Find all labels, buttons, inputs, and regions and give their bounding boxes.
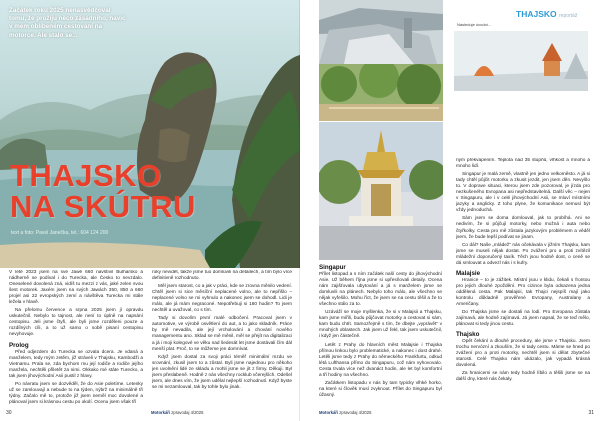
left-column-1 xyxy=(9,270,143,407)
byline: text a foto: Pavel Janečka, tel.: 604 124 200 xyxy=(11,230,109,236)
paragraph: Přílet listopad a s ním začátek naší cesty do jihovýchodní Asie. Už během října jsme si upřesňovali detaily. Ocena nám zajišťovala ubytování a já s manželem jsme se domluvili na plánech. Nebylo toho málo, ale všechno se nějak vyřešilo. Mohu říct, že jsem se na cestu těšil a že to všechno stálo za to. xyxy=(319,272,442,308)
temple-illustration xyxy=(319,122,443,260)
left-column-2 xyxy=(152,270,292,407)
paragraph: V létě 2023 jsem na své Jawě 660 navštívil Bulharsko a nádherně se podíval i do Turecka, ale Česko to nevzdalo. Oneselené dovolená zná, vidíš tu mezzi z vás, jaké zelen svou šest motorek. Jaxém jsem na svých Jawách 350, 850 a 660 projel asi 22 evropských zemí a návštěva Turecka mi stále ležela v hlavě. xyxy=(9,270,143,306)
title-line-1: THAJSKO xyxy=(10,158,162,193)
section-heading: Thajsko xyxy=(456,331,480,339)
paragraph: Hranice – to je zážitek. Místní jsou v klidu, čekali s frontou pro jejich dlouhé zpoždění. Pro cizince byla odsazena jedna oddělená cesta. Pak Malajsii, tak Thajci nejspíš mají jako kontrolu důkladně prověřené Evropany, Australany a Američany. xyxy=(456,277,590,307)
paragraph: Singapur je malá země, vlastně jen jedno velkoměsto. A já si tady chtěl půjčit motorku a zkusit jezdit, jen jsem děn. Nevyšlo to. V doprave situaci, kterou jsem zde pozoroval, je jízda pro nezkušeného Evropana asi nepředstavitelná. Další věc – nejen v Singapuru, ale i v celé jihovýchodní Asii, se mluví místními jazyky a anglicky. Z toho plyne, že komunikace nemusí být vždy jednoduchá. xyxy=(456,172,590,214)
hero-photo xyxy=(0,0,300,268)
publication-issue-right: zpravodaj 4/2025 xyxy=(339,410,372,415)
right-column-2 xyxy=(456,158,590,407)
section-heading: Singapur xyxy=(319,264,346,271)
page-number-right: 31 xyxy=(588,410,594,416)
section-heading: Malajsie xyxy=(456,269,481,277)
paragraph: Sám jsem se doma domlouval, jak to probíhá. Ani se nedivím, že si půjčují motorky, nebo možná i auta nebo čtyřkolky. Cesta pro mě zůstala jazykovým problémem a věděl jsem, že bude lepší podívat se jinam. xyxy=(456,216,590,240)
right-page xyxy=(300,0,600,421)
section-heading: Prolog xyxy=(9,341,29,349)
photo-pagoda-city xyxy=(454,31,588,91)
publication-tag-left xyxy=(151,410,203,415)
paragraph: Když jsem dostal za svoji práci téměř minimální mzdu ve srovnání, zkusil jsem to a zůstal. Byli jsme najednou pro někoho jen uvolnění lidé ze skladu a mohli jsme se jít z firmy. Děkuji. Byl jsem přeslabeně. Hodně z nás všechny rocklub včerejších. Odešel jsem, ale dnes vím, že jsem udělal nejlepší rozhodnutí. Když byste se mi nezamlouval, tak by tohle bylo jinak. xyxy=(152,354,292,390)
article-title xyxy=(10,160,196,222)
paragraph: Do Thajska jsme se dostali na lodi. Pro Evropana zůstala zajímavá, ale hodně zajímavá. Já jsem napsal, že se teď mělo, plánovat si tedy jinou cestu. xyxy=(456,310,590,328)
section-suffix: reportáž xyxy=(559,13,578,19)
right-column-1 xyxy=(319,261,442,407)
publication-tag-right xyxy=(319,410,371,415)
paragraph: Letět z Prahy do hlavních měst Malajsie i Thajska přímou linkou bylo problematické, a nakonec i dost drahé. Letěli jsme tedy z Prahy do německého Frankfurtu, odkud létá Lufthansa přímo do Singapuru, což nám vyhovovalo. Cesta trvala více než dvanáct hodin, ale let byl komfortní a tři hodiny na všechno. xyxy=(319,342,442,378)
publication-name: Motorkáři xyxy=(151,410,171,415)
section-header xyxy=(516,9,577,19)
skyline-illustration xyxy=(319,0,443,64)
photo-temple xyxy=(319,122,443,260)
pagoda-illustration xyxy=(454,31,588,91)
garden-illustration xyxy=(319,64,443,121)
paragraph: Před odjezdem do Turecka se ozvala dcera. Je vdaná a manželem, tedy mým zetěm, již stráveli v Thajsku, Kambodži a Vietnamu. Prala se, zda bychom mu její rodiče a rodiče jejího manžela, nechtěli přiletět za nimi. Okkako mé státe Turecko, a tak jsem jihovýchodní Asii pustil z hlavy. xyxy=(9,349,143,379)
paragraph: Tady si dovolím první malé odbočení. Pracoval jsem v automotive, ve výrobě osvětlení do aut, a to jako skladník. Práce by mě nevadila, ale její vrcholování a chování nového managementu ano. Sklad se mě měnil, měl se přejít na digitalizaci a já i moji kolegové ve věku nad šedesát let jsme dostávali čím dál menší plat. Proč, to se můžeme jen domnívat. xyxy=(152,316,292,352)
photo-singapore-skyline xyxy=(319,0,443,64)
paragraph: Uzáváží se moje myšlenka, že si v Malajsii a Thajsku, kam jsme mířili, budu půjčovat motorky a cestovat si sám, kam budu chtít. Samozřejmě s tím, že dbejte „vyprávět" v mnohých oblastech. Jak jsem už řekl, tak jsem uskutečnil, i když jen částečně. xyxy=(319,310,442,340)
intro-text: Začátek roku 2025 nenasvědčoval tomu, že prožiju něco zásadního, navíc v mém oblíbeném cestování na motorce. Ale stalo se... xyxy=(9,7,126,39)
title-line-2: NA SKÚTRU xyxy=(10,189,196,224)
hero-illustration xyxy=(0,0,300,268)
page-number-left: 30 xyxy=(6,410,12,416)
paragraph: Začátkem listopadu v nás by tam typicky vlhké horko, na které si člověk musí zvyknout. Přílet do Singapuru byl úžasný. xyxy=(319,380,442,398)
section-name: THAJSKO xyxy=(516,9,557,19)
paragraph: Po návratu jsem se dozvěděl, že do Asie poletíme. Letenky už se zamlouvají a nebude to na týden, nýbrž na minimálně tři týdny. Začalo mě to, protože již jsem neměl moc dovolené a plánoval jsem si krásnou cestu po okolí. Ocenu jsem však tří xyxy=(9,381,143,405)
paragraph: Měl jsem starost, co a jak v práci, kde se zrovna měnilo vedení. Chtěl jsem si sice měsíční neplacené volno, ale to nepřišlo – neplacené volno se mi vyhnulo a nakonec jsem se dohodl. Lidi je málo, ale já mám negraconé. Nepotřebuji si 160 hodin? To jsem nechtěl a uvažoval, co s tím. xyxy=(152,284,292,314)
publication-issue: zpravodaj 4/2025 xyxy=(171,410,204,415)
paragraph: ným překvapením. Teplota nad 35 stupňů, vlhkost a mnoho a mnoho lidí. xyxy=(456,158,590,170)
author-note: Následuje úvodní... xyxy=(457,22,492,27)
photo-garden xyxy=(319,64,443,121)
paragraph: Opět čekání a dlouhé procedury, ale jsme v Thajsku. Jsem trochu nervózní a zkouším, že si tady cestu. Máme se hned po zvážení pro a proti motorky, nechtěl jsem si dělat zbytečné starosti. Celé Thajsko nám ukázalo, jak vypadá krásná dovolená. xyxy=(456,339,590,369)
paragraph: Za hranicemi se nám tedy hodně líbilo a těšili jsme se na další dny, které nás čekaly. xyxy=(456,371,590,383)
paragraph: Na přelomu července a srpna 2025 jsem jí opravdu uskutečnil. Nebylo to tajnost, ale není to úplně na napsání cestopisu. Jeli jsme čtyři, ale byli jsme rozděleni pouze a rozdílných cíli, a to už samo o sobě pisaní cestopisu nevyhovuje. xyxy=(9,308,143,338)
paragraph: roky nevidět, takže jsme tuo domluvili na detailech, a tím bylo více definitivně rozhodnuto. xyxy=(152,270,292,282)
publication-name-right: Motorkáři xyxy=(319,410,339,415)
paragraph: Co dál? Naše „mládež" nás očekávala v jižním Thajsku, kam jsme se museli nějak dostat. Po zvážení pro a proti zvítězil mládežní doporučený taxík. Těch jsou hodně dost, o ceně se dá smlouvat a odvezl nás i s kufry. xyxy=(456,242,590,266)
